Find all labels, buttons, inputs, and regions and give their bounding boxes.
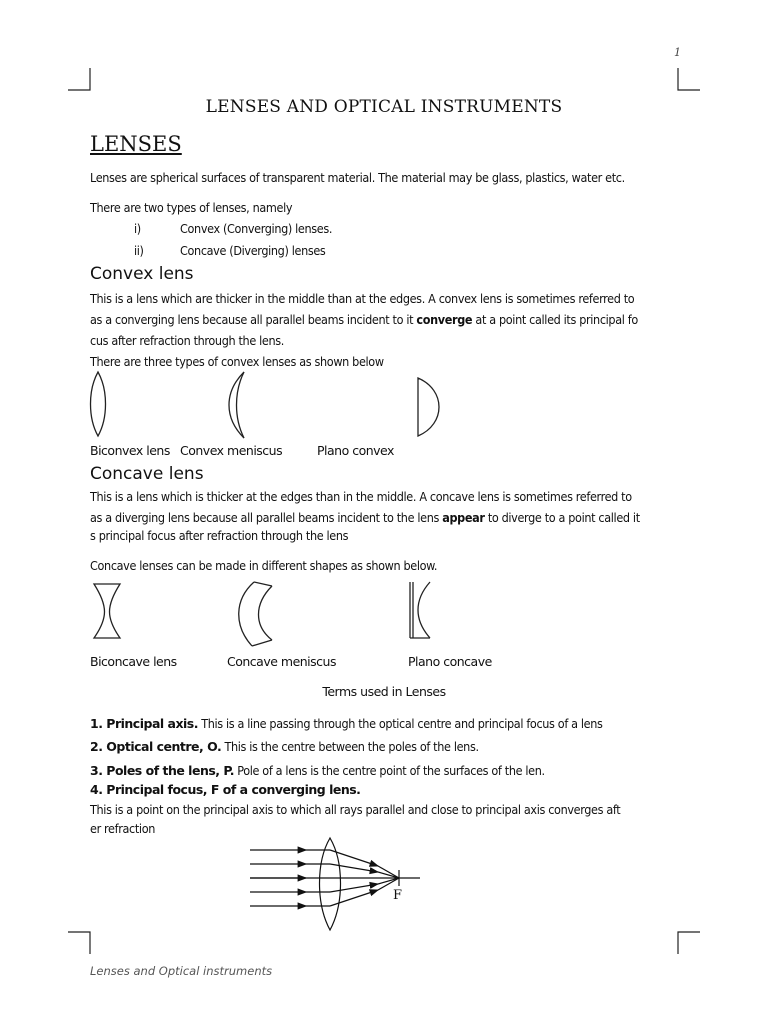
page-footer: Lenses and Optical instruments <box>90 964 273 978</box>
caption-biconvex: Biconvex lens <box>90 443 170 458</box>
convex-paragraph-line: cus after refraction through the lens. <box>90 333 284 348</box>
converging-lens-shape <box>320 838 341 930</box>
concave-heading: Concave lens <box>90 464 204 484</box>
emphasis-appear: appear <box>442 510 485 525</box>
emphasis-converge: converge <box>416 312 473 327</box>
document-title: LENSES AND OPTICAL INSTRUMENTS <box>205 97 563 117</box>
type-text: Convex (Converging) lenses. <box>180 221 333 236</box>
caption-biconcave: Biconcave lens <box>90 654 177 669</box>
focus-label: F <box>393 888 403 903</box>
section-heading-lenses: LENSES <box>90 132 182 156</box>
concave-shapes-intro: Concave lenses can be made in different shapes as shown below. <box>90 558 438 573</box>
convex-paragraph-line: as a converging lens because all parallel beams incident to it converge at a point called its principal fo <box>90 312 638 327</box>
caption-plano-convex: Plano convex <box>317 443 394 458</box>
concave-paragraph-line: s principal focus after refraction through the lens <box>90 528 349 543</box>
term-item: 1. Principal axis. This is a line passing through the optical centre and principal focus of a lens <box>90 716 603 731</box>
intro-paragraph: Lenses are spherical surfaces of transparent material. The material may be glass, plastics, water etc. <box>90 170 625 185</box>
term-item: 2. Optical centre, O. This is the centre between the poles of the lens. <box>90 739 479 754</box>
types-intro: There are two types of lenses, namely <box>90 200 293 215</box>
convex-paragraph-line: This is a lens which are thicker in the middle than at the edges. A convex lens is sometimes referred to <box>90 291 635 306</box>
caption-concave-meniscus: Concave meniscus <box>227 654 336 669</box>
terms-heading: Terms used in Lenses <box>322 684 446 699</box>
convex-heading: Convex lens <box>90 264 194 284</box>
focus-definition-line: er refraction <box>90 821 156 836</box>
concave-paragraph-line: This is a lens which is thicker at the edges than in the middle. A concave lens is sometimes referred to <box>90 489 632 504</box>
caption-plano-concave: Plano concave <box>408 654 492 669</box>
focus-definition-line: This is a point on the principal axis to which all rays parallel and close to principal axis converges aft <box>90 802 621 817</box>
term-item: 3. Poles of the lens, P. Pole of a lens is the centre point of the surfaces of the len. <box>90 763 545 778</box>
page-number: 1 <box>674 46 681 59</box>
type-number: i) <box>134 221 141 236</box>
convex-shapes-intro: There are three types of convex lenses as shown below <box>90 354 384 369</box>
type-text: Concave (Diverging) lenses <box>180 243 326 258</box>
type-number: ii) <box>134 243 144 258</box>
term-item: 4. Principal focus, F of a converging lens. <box>90 782 361 797</box>
concave-paragraph-line: as a diverging lens because all parallel beams incident to the lens appear to diverge to a point called it <box>90 510 640 525</box>
caption-convex-meniscus: Convex meniscus <box>180 443 283 458</box>
